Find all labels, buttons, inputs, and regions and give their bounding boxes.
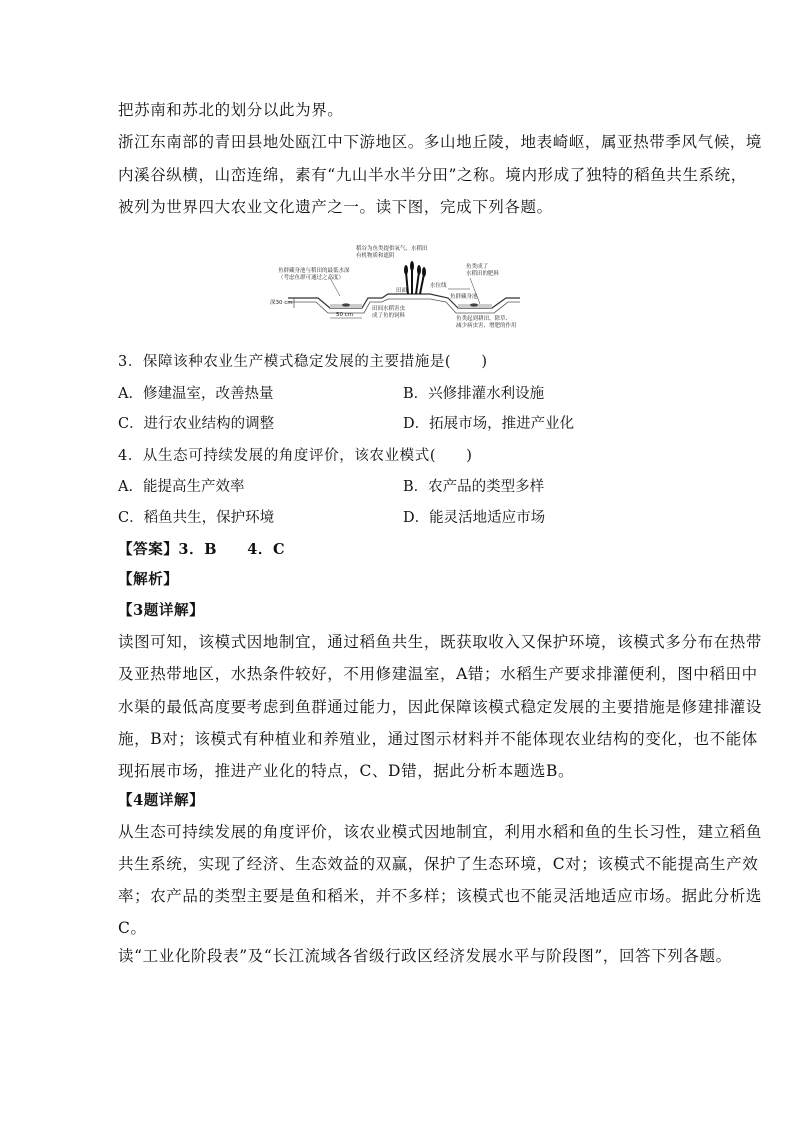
rice-plant-icon — [404, 261, 426, 294]
passage-line: 内溪谷纵横，山峦连绵，素有“九山半水半分田”之称。境内形成了独特的稻鱼共生系统， — [118, 166, 747, 184]
label-pest-2: 成了鱼的饲料 — [372, 313, 406, 319]
label-field: 田面 — [396, 288, 408, 294]
leader-line — [470, 278, 480, 304]
label-waterline: 水位线 — [430, 283, 447, 289]
q3-option-c[interactable]: C．进行农业结构的调整 — [118, 416, 275, 432]
label-fish-role-2: 减少病虫害、增肥的作用 — [456, 323, 517, 329]
label-fish-role: 鱼类起到耕田、除草、 — [456, 316, 512, 322]
label-hide: 鱼群藏身池 — [450, 294, 478, 300]
label-fish-pond: 鱼群藏身池与稻田的最低水深 — [278, 268, 350, 274]
passage-line: 把苏南和苏北的划分以此为界。 — [118, 101, 344, 119]
q3-option-a[interactable]: A．修建温室，改善热量 — [118, 386, 274, 402]
q4-detail-line: 共生系统，实现了经济、生态效益的双赢，保护了生态环境，C对；该模式不能提高生产效 — [118, 855, 759, 873]
question-4-stem: 4．从生态可持续发展的角度评价，该农业模式( ) — [118, 448, 473, 464]
q4-detail-line: C。 — [118, 919, 147, 937]
analysis-title: 【解析】 — [118, 571, 179, 588]
q4-detail-title: 【4题详解】 — [118, 792, 205, 809]
q3-detail-line: 读图可知，该模式因地制宜，通过稻鱼共生，既获取收入又保护环境，该模式多分布在热带 — [118, 633, 763, 651]
q3-option-b[interactable]: B．兴修排灌水利设施 — [403, 386, 545, 402]
next-question-intro: 读“工业化阶段表”及“长江流域各省级行政区经济发展水平与阶段图”，回答下列各题。 — [118, 947, 732, 965]
q4-option-a[interactable]: A．能提高生产效率 — [118, 479, 245, 495]
answer-line: 【答案】3．B 4．C — [118, 541, 286, 558]
q4-option-d[interactable]: D．能灵活地适应市场 — [403, 510, 546, 526]
q3-option-d[interactable]: D．拓展市场，推进产业化 — [403, 416, 575, 432]
q3-detail-line: 及亚热带地区，水热条件较好，不用修建温室，A错；水稻生产要求排灌便利，图中稻田中 — [118, 665, 758, 683]
q3-detail-title: 【3题详解】 — [118, 602, 205, 619]
q3-detail-line: 施，B对；该模式有种植业和养殖业，通过图示材料并不能体现农业结构的变化，也不能体 — [118, 730, 758, 748]
passage-line: 浙江东南部的青田县地处瓯江中下游地区。多山地丘陵，地表崎岖，属亚热带季风气候，境 — [118, 133, 763, 151]
label-rice: 稻谷为鱼类提供氧气、水稻田 — [356, 246, 428, 252]
q3-detail-line: 水渠的最低高度要考虑到鱼群通过能力，因此保障该模式稳定发展的主要措施是修建排灌设 — [118, 698, 763, 716]
q4-detail-line: 从生态可持续发展的角度评价，该农业模式因地制宜，利用水稻和鱼的生长习性，建立稻鱼 — [118, 823, 763, 841]
label-depth: 深30 cm — [270, 300, 293, 306]
q4-option-b[interactable]: B．农产品的类型多样 — [403, 479, 545, 495]
label-width: 50 cm — [336, 312, 354, 318]
label-rice-2: 有机物质和遮阴 — [356, 253, 395, 259]
question-3-stem: 3．保障该种农业生产模式稳定发展的主要措施是( ) — [118, 354, 488, 370]
q4-detail-line: 率；农产品的类型主要是鱼和稻米，并不多样；该模式也不能灵活地适应市场。据此分析选 — [118, 887, 763, 905]
rice-fish-diagram-svg — [270, 242, 526, 330]
label-fertilizer-2: 水稻田的肥料 — [466, 271, 500, 277]
rice-fish-diagram — [270, 242, 526, 330]
fish-icon — [342, 303, 350, 306]
label-pest: 田间水稻害虫 — [372, 306, 406, 312]
label-fish-pond-2: （考虑鱼群可通过之高度） — [278, 275, 345, 281]
passage-line: 被列为世界四大农业文化遗产之一。读下图，完成下列各题。 — [118, 198, 553, 216]
q3-detail-line: 现拓展市场，推进产业化的特点，C、D错，据此分析本题选B。 — [118, 762, 575, 780]
label-fertilizer: 鱼类成了 — [466, 264, 489, 270]
q4-option-c[interactable]: C．稻鱼共生，保护环境 — [118, 510, 275, 526]
fish-icon — [470, 303, 478, 306]
